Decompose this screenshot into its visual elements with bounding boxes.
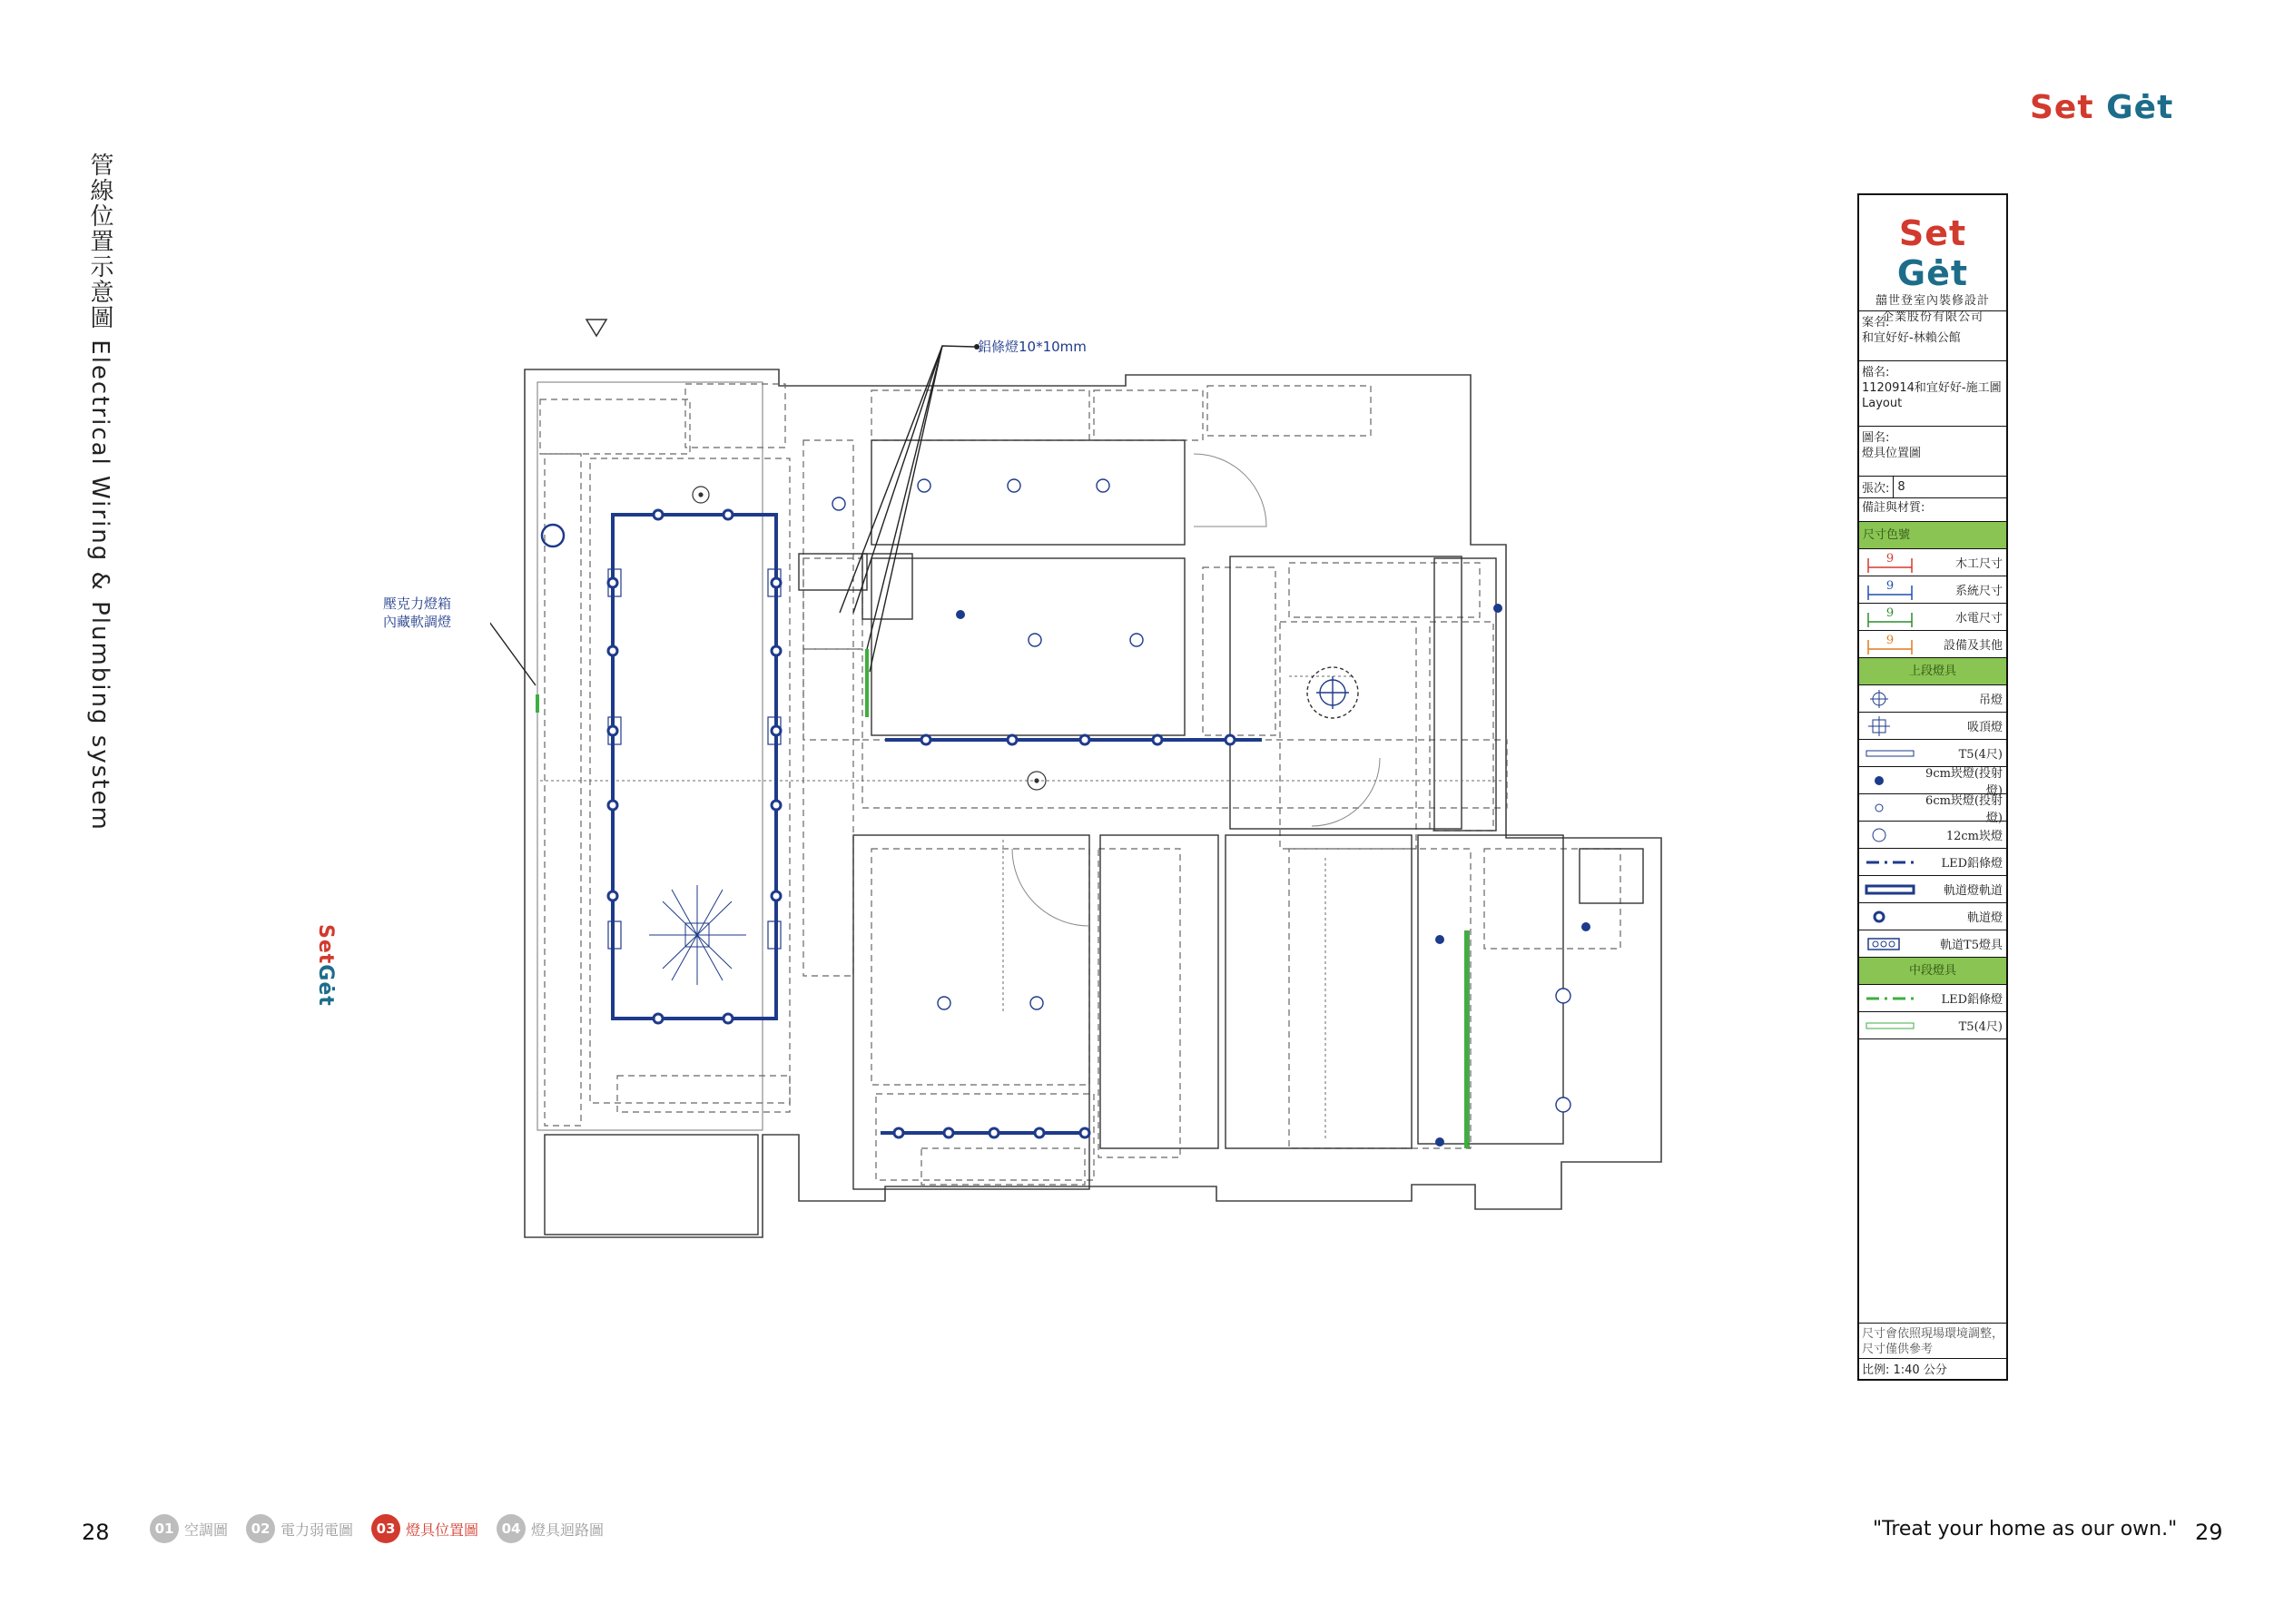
nav-num: 04: [497, 1514, 526, 1543]
legend-row-t5-green: [1859, 1012, 2006, 1039]
legend-label: LED鋁條燈: [1941, 993, 2003, 1007]
title-block-brand: [1859, 213, 2006, 293]
svg-text:9: 9: [1885, 551, 1895, 566]
legend-row-ceiling: [1859, 713, 2006, 740]
drawing-value: 燈具位置圖: [1862, 447, 1922, 460]
legend-label: 軌道T5燈具: [1940, 939, 2003, 952]
chandelier-icon: [649, 885, 746, 985]
nav-label: 空調圖: [184, 1521, 229, 1539]
legend-label: 6cm崁燈(投射燈): [1925, 793, 2003, 825]
case-value: 和宜好好-林賴公館: [1862, 331, 1961, 345]
ceiling-light-bathroom: [1307, 667, 1358, 718]
track-t5-icon: [1863, 932, 1917, 956]
nav-item-electrical[interactable]: [246, 1514, 353, 1543]
downlights-open: [832, 479, 1570, 1112]
tb-brand-part1: Set: [1898, 213, 1967, 253]
dim-label: 系統尺寸: [1954, 585, 2003, 598]
sheet-row: [1859, 477, 2006, 498]
center-lines: [540, 676, 1502, 1139]
brand-side-part2: Gėt: [314, 964, 337, 1007]
legend-row-track-rail: [1859, 876, 2006, 903]
legend-label: T5(4尺): [1958, 1020, 2003, 1034]
dim-row-0: [1859, 549, 2006, 576]
slogan: "Treat your home as our own.": [1873, 1518, 2178, 1540]
file-cell: [1859, 361, 2006, 427]
brand-logo-side: [314, 924, 337, 1007]
brand-part2: Gėt: [2106, 89, 2174, 126]
legend-label: 12cm崁燈: [1945, 830, 2003, 843]
upper-lights-header: 上段燈具: [1859, 658, 2006, 685]
nav-label: 燈具位置圖: [406, 1521, 479, 1539]
company-line1: 囍世登室內裝修設計: [1875, 294, 1990, 308]
legend-row-track-light: [1859, 903, 2006, 930]
legend-label: T5(4尺): [1958, 748, 2003, 762]
legend-label: 軌道燈軌道: [1943, 884, 2003, 898]
downlight-12cm-icon: [1863, 823, 1917, 847]
dim-row-2: [1859, 604, 2006, 631]
downlights-9cm: [956, 604, 1590, 1147]
brand-part1: Set: [2030, 89, 2094, 126]
page-number-left: 28: [82, 1520, 110, 1545]
title-block: [1857, 193, 2008, 1381]
track-rail-icon: [1863, 878, 1917, 901]
nav-num: 01: [150, 1514, 179, 1543]
dim-label: 木工尺寸: [1954, 557, 2003, 571]
legend-label: LED鋁條燈: [1941, 857, 2003, 871]
nav-item-lighting-circuit[interactable]: [497, 1514, 604, 1543]
nav-label: 電力弱電圖: [281, 1521, 354, 1539]
remarks-label: 備註與材質:: [1859, 498, 2006, 522]
legend-row-led: [1859, 849, 2006, 876]
outer-walls: [525, 369, 1661, 1237]
dimension-note: 尺寸會依照現場環境調整，尺寸僅供參考: [1859, 1323, 2006, 1359]
pendant-light-icon: [1863, 687, 1917, 711]
dim-color-header: 尺寸色號: [1859, 522, 2006, 549]
ceiling-light-icon: [1863, 714, 1917, 738]
page-number-right: 29: [2195, 1520, 2223, 1545]
dim-sample-icon: [1863, 605, 1917, 629]
drawing-label: 圖名:: [1862, 431, 1890, 445]
track-rail-living: [608, 510, 781, 1023]
tb-brand-part2: Gėt: [1896, 253, 1969, 293]
scale-label: 比例: 1:40 公分: [1862, 1363, 1947, 1377]
nav-num: 02: [246, 1514, 275, 1543]
brand-logo-top: [2030, 89, 2173, 126]
legend-label: 軌道燈: [1966, 911, 2003, 925]
dim-sample-icon: [1863, 633, 1917, 656]
svg-text:9: 9: [1885, 605, 1895, 620]
callout-acrylic-line2: 內藏軟調燈: [383, 614, 452, 630]
brand-side-part1: Set: [314, 924, 337, 965]
legend-row-track-t5: [1859, 930, 2006, 958]
legend-label: 吸頂燈: [1966, 721, 2003, 734]
section-nav: [150, 1514, 604, 1543]
t5-tube-green-icon: [1863, 1014, 1917, 1038]
door-swings: [1012, 454, 1380, 926]
sheet-value: 8: [1893, 477, 1905, 497]
nav-label: 燈具迴路圖: [531, 1521, 605, 1539]
downlight-9cm-icon: [1863, 769, 1917, 792]
callout-strip-light: 鋁條燈10*10mm: [978, 339, 1087, 355]
sheet-label: 張次:: [1862, 482, 1890, 496]
svg-text:9: 9: [1885, 578, 1895, 593]
svg-text:9: 9: [1885, 633, 1895, 647]
nav-num: 03: [371, 1514, 400, 1543]
led-strip-icon: [1863, 851, 1917, 874]
dim-sample-icon: [1863, 551, 1917, 575]
dim-row-3: [1859, 631, 2006, 658]
callout-acrylic-line1: 壓克力燈箱: [383, 595, 452, 612]
drawing-cell: [1859, 427, 2006, 477]
legend-row-pendant: [1859, 685, 2006, 713]
company-line2: 企業股份有限公司: [1881, 310, 1984, 324]
middle-lights-header: 中段燈具: [1859, 958, 2006, 985]
legend-label: 吊燈: [1978, 694, 2003, 707]
file-value: 1120914和宜好好-施工圖Layout: [1862, 381, 2002, 410]
track-light-icon: [1863, 905, 1917, 929]
file-label: 檔名:: [1862, 366, 1890, 379]
dashed-cabinets: [540, 384, 1620, 1185]
legend-row-12cm: [1859, 822, 2006, 849]
nav-item-aircon[interactable]: [150, 1514, 228, 1543]
downlight-6cm-icon: [1863, 796, 1917, 820]
track-rail-kitchen: [885, 735, 1262, 744]
page-title: 管線位置示意圖 Electrical Wiring & Plumbing system: [86, 153, 113, 832]
dim-label: 設備及其他: [1943, 639, 2003, 653]
legend-row-led-green: [1859, 985, 2006, 1012]
callout-acrylic-box: [383, 595, 451, 631]
legend-row-6cm: [1859, 793, 2006, 825]
led-strip-green-icon: [1863, 987, 1917, 1010]
floor-plan: [490, 313, 1698, 1266]
interior-walls: [545, 440, 1643, 1235]
dim-sample-icon: [1863, 578, 1917, 602]
dim-color-list: [1859, 549, 2006, 658]
legend-label: 9cm崁燈(投射燈): [1925, 766, 2003, 798]
dim-label: 水電尺寸: [1954, 612, 2003, 625]
t5-tube-icon: [1863, 742, 1917, 765]
track-rail-bedroom: [881, 1128, 1089, 1137]
dim-row-1: [1859, 576, 2006, 604]
case-label: 案名:: [1862, 316, 1890, 330]
nav-item-lighting-layout[interactable]: [371, 1514, 478, 1543]
